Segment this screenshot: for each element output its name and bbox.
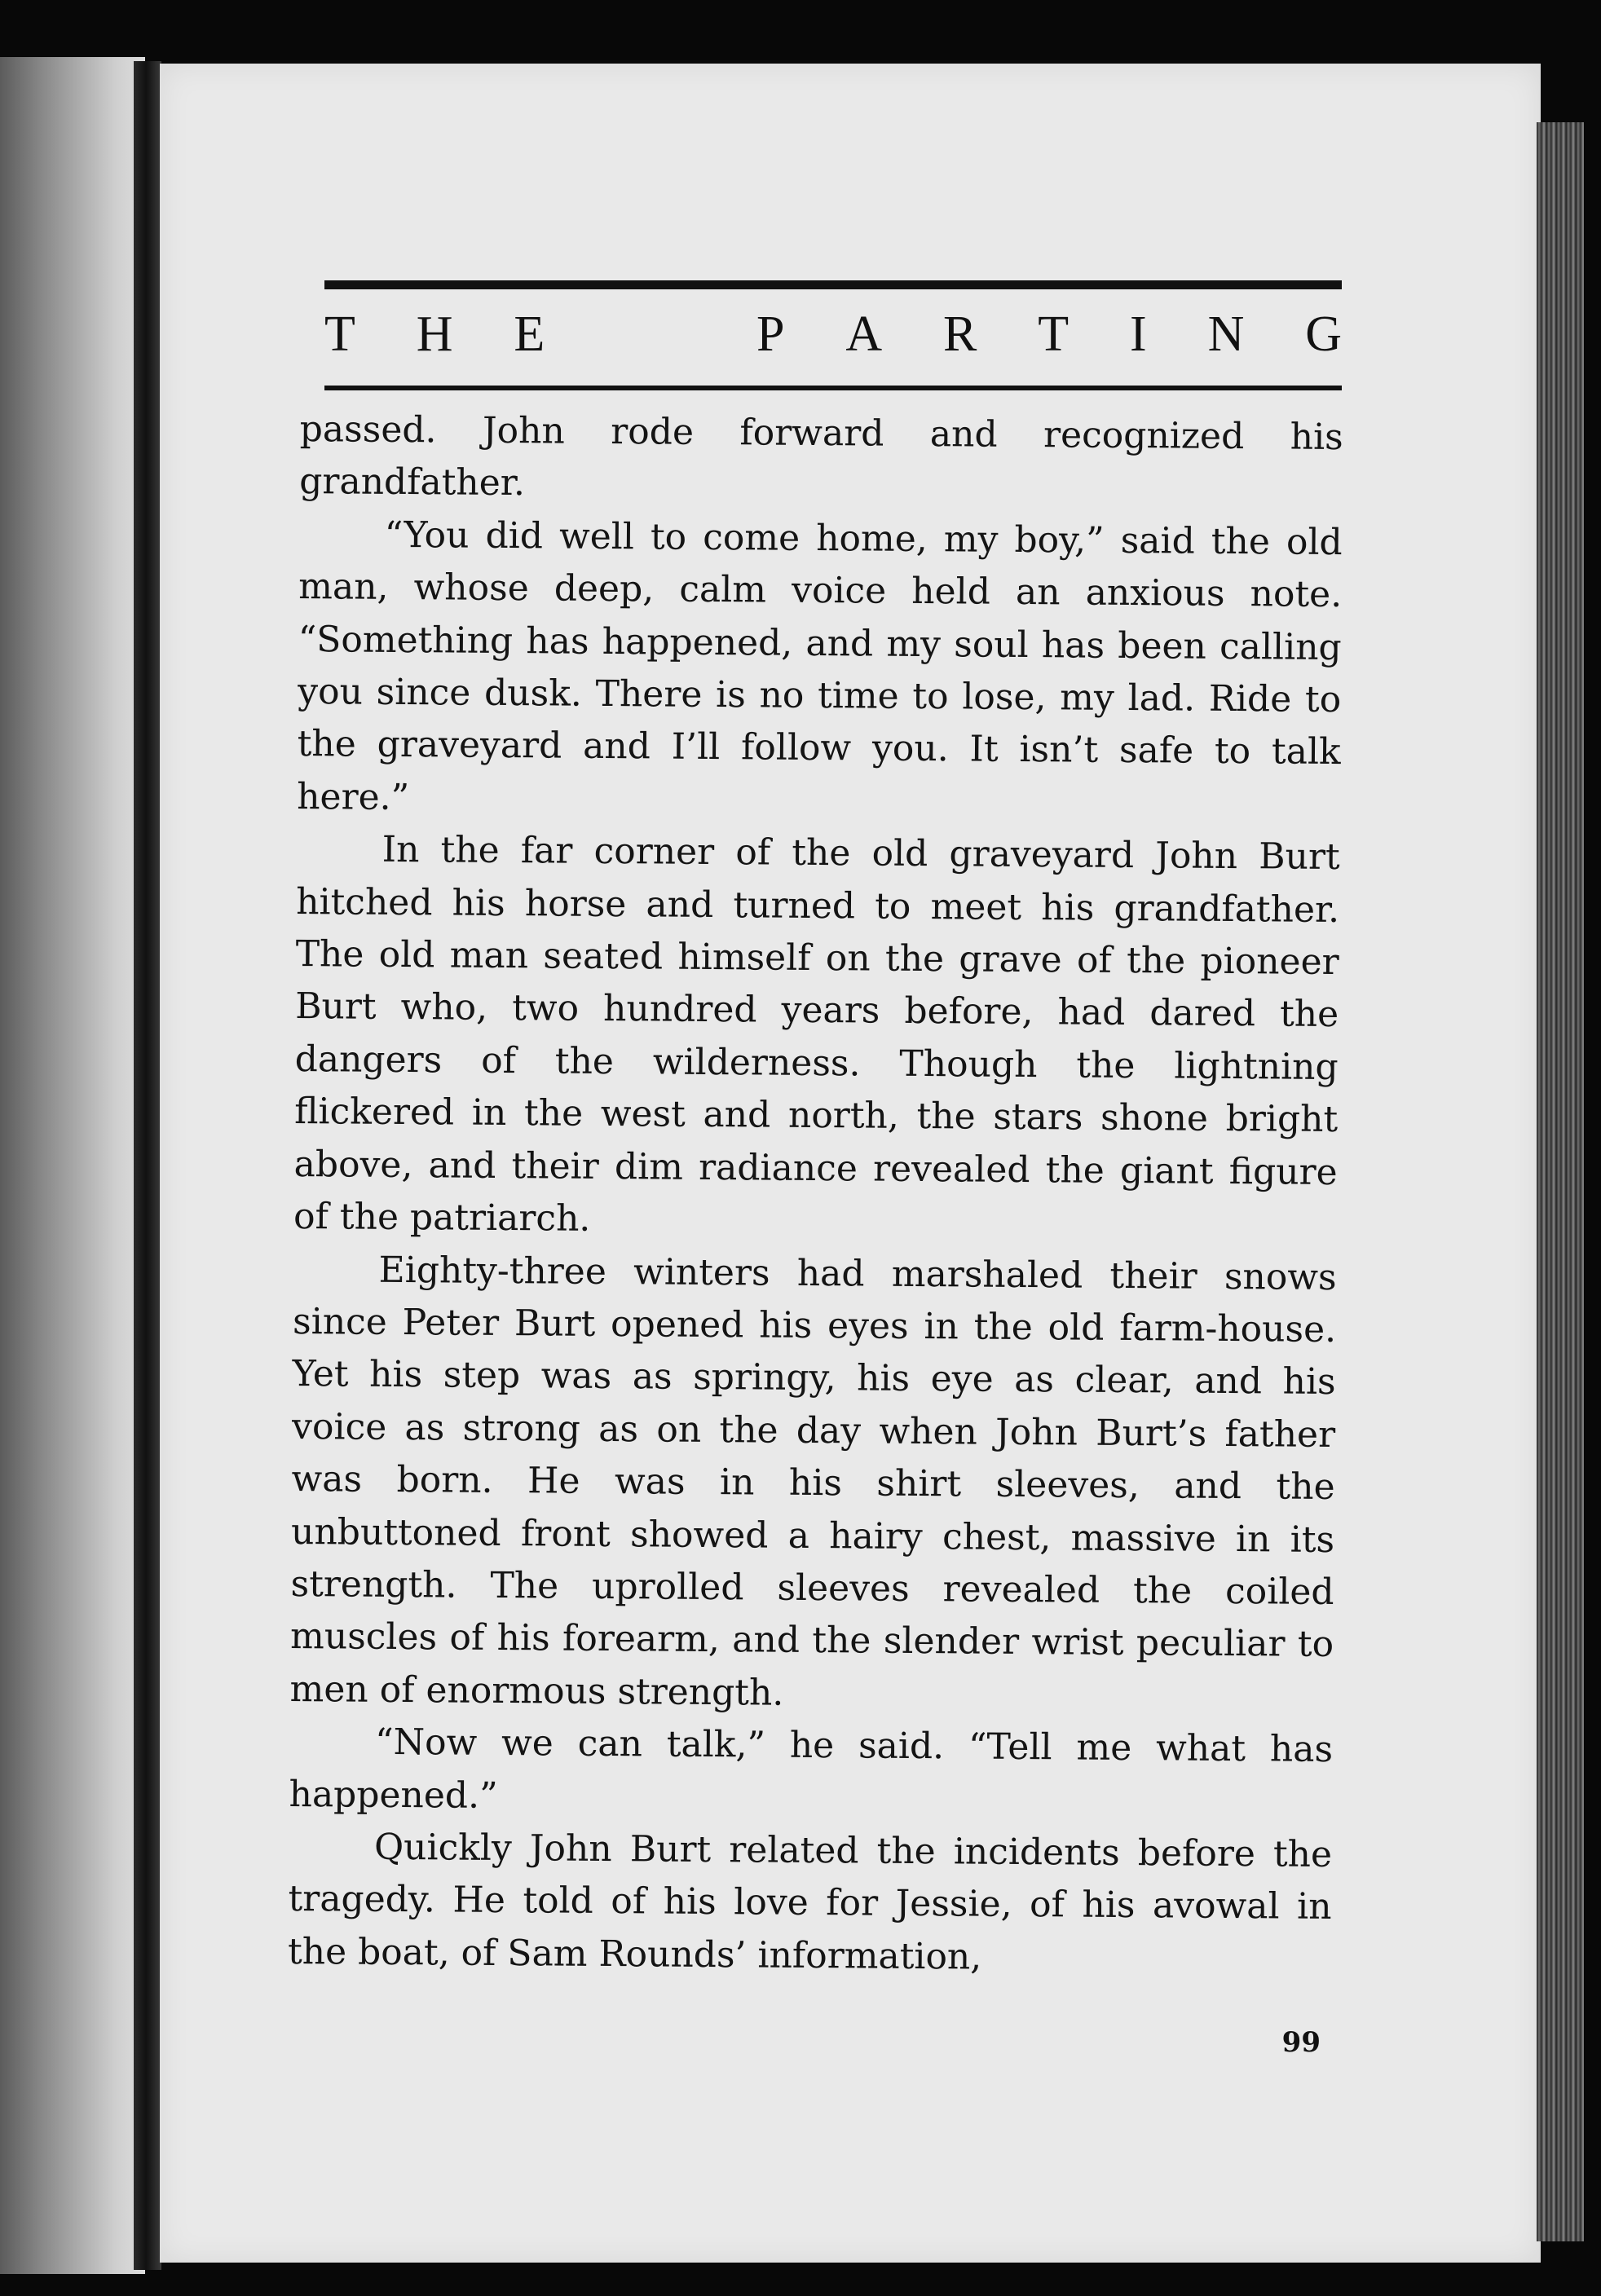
header-rule-bottom xyxy=(324,386,1342,390)
running-head-letter: A xyxy=(845,306,883,362)
running-head-letter: I xyxy=(1130,306,1147,362)
paragraph: Quickly John Burt related the incidents before the tragedy. He told of his love for Jessie, of his avowal in the boat, of Sam Rounds’ information, xyxy=(287,1826,1333,1978)
running-head-letter: P xyxy=(756,306,785,362)
header-rule-top xyxy=(324,280,1342,289)
running-head-letter: N xyxy=(1207,306,1245,362)
paragraph: passed. John rode forward and recognized his grandfather. xyxy=(299,408,1343,505)
running-head-letter: T xyxy=(324,306,355,362)
running-head-letter: G xyxy=(1305,306,1342,362)
running-head-letter: R xyxy=(943,306,977,362)
page-edges-stack xyxy=(1537,122,1584,2241)
body-text xyxy=(288,403,1343,1986)
book-gutter xyxy=(134,61,161,2270)
facing-page-edge xyxy=(0,57,145,2274)
running-head xyxy=(324,293,1342,375)
paragraph: “Now we can talk,” he said. “Tell me what has happened.” xyxy=(289,1721,1334,1817)
running-head-letter: T xyxy=(1038,306,1070,362)
running-head-letter: E xyxy=(514,306,545,362)
page-number: 99 xyxy=(1281,2026,1321,2059)
paragraph: In the far corner of the old graveyard John Burt hitched his horse and turned to meet his grandfather. The old man seated himself on the grave of the pioneer Burt who, two hundred years before, had dared the dangers of the wilderness. Though the lightning flickered in the west and north, the stars shone bright above, and their dim radiance revealed the giant figure of the patriarch. xyxy=(293,829,1340,1240)
running-head-letter: H xyxy=(416,306,453,362)
paragraph: “You did well to come home, my boy,” said the old man, whose deep, calm voice held an anxious note. “Something has happened, and my soul has been calling you since dusk. There is no time to lose, my lad. Ride to the graveyard and I’ll follow you. It isn’t safe to talk here.” xyxy=(297,513,1343,818)
paragraph: Eighty-three winters had marshaled their snows since Peter Burt opened his eyes in the old farm-house. Yet his step was as springy, his eye as clear, and his voice as strong as on the day when John Burt’s father was born. He was in his shirt sleeves, and the unbuttoned front showed a hairy chest, massive in its strength. The uprolled sleeves revealed the coiled muscles of his forearm, and the slender wrist peculiar to men of enormous strength. xyxy=(289,1249,1337,1714)
